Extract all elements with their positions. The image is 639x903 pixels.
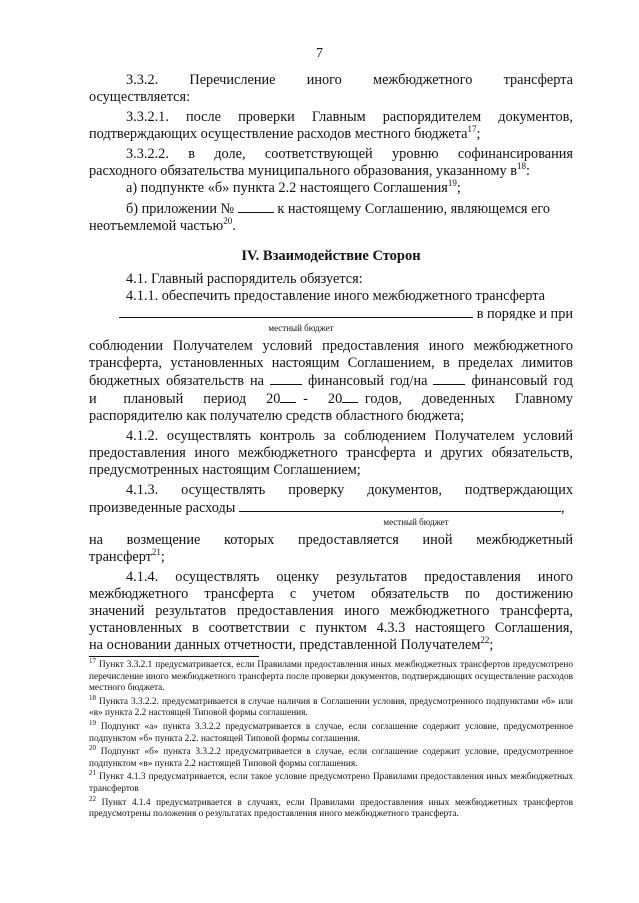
- footnote-ref: 17: [467, 124, 477, 134]
- subclause-b: [89, 200, 573, 235]
- text-fragment: трансферт: [89, 549, 152, 565]
- text-line: [89, 126, 573, 143]
- footnote-ref: 18: [516, 161, 526, 171]
- text-fragment: а) подпункте «б» пункта 2.2 настоящего Соглашения: [126, 180, 448, 196]
- text-line: трансферта, установленных настоящим Соглашением, в пределах лимитов: [89, 355, 573, 371]
- footnote-number: 21: [89, 769, 96, 778]
- text-fragment: ;: [160, 549, 165, 565]
- clause-4-1: 4.1. Главный распорядитель обязуется:: [126, 271, 363, 287]
- footnote-ref: 19: [447, 178, 457, 188]
- text-fragment: произведенные расходы: [89, 500, 236, 516]
- footnote-ref: 20: [223, 216, 233, 226]
- footnote: [89, 693, 573, 720]
- text-line: установленных в соответствии с пунктом 4.3.3 настоящего Соглашения,: [89, 620, 573, 636]
- footnote: [89, 794, 574, 821]
- footnote-text: Пункта 3.3.2.2. предусматривается в случае наличия в Соглашении условия, предусмотренного подпунктами «б» или «в» пункта 2.2 настоящей Типовой формы соглашения.: [89, 696, 573, 719]
- footnotes: [89, 657, 574, 823]
- text-fragment: - 20: [303, 391, 343, 407]
- text-fragment: финансовый год/на: [307, 373, 428, 389]
- footnote-text: Пункт 3.3.2.1 предусматривается, если Правилами предоставления иных межбюджетных трансфертов предусмотрено перечисление иного межбюджетного трансферта после проверки документов, подтверждающих осуществление расходов местного бюджета.: [89, 660, 573, 694]
- footnote-ref: 21: [151, 547, 161, 557]
- footnote-number: 19: [89, 718, 96, 727]
- text-line: предусмотренных настоящим Соглашением;: [89, 462, 361, 478]
- text-line: [89, 163, 573, 180]
- blank-hint: местный бюджет: [383, 517, 449, 527]
- fill-blank: [433, 372, 465, 385]
- text-line: 4.1.1. обеспечить предоставление иного межбюджетного трансферта: [126, 288, 545, 304]
- text-fragment: подтверждающих осуществление расходов местного бюджета: [89, 126, 468, 142]
- fill-blank: [342, 390, 358, 403]
- text-line: [89, 390, 573, 408]
- text-line: значений результатов предоставления иного межбюджетного трансферта,: [89, 603, 573, 619]
- text-fragment: ;: [456, 180, 461, 196]
- text-line: [89, 372, 573, 390]
- text-line: [89, 549, 573, 566]
- text-fragment: в порядке и при: [476, 306, 573, 322]
- text-fragment: и плановый период 20: [89, 391, 281, 407]
- text-fragment: ,: [560, 500, 565, 516]
- footnote-text: Подпункт «б» пункта 3.3.2.2 предусматривается в случае, если соглашение содержит условие, предусмотренное подпунктом «в» пункта 2.2 настоящей Типовой формы соглашения.: [89, 747, 574, 769]
- footnote-number: 20: [89, 744, 96, 753]
- text-fragment: годов, доведенных Главному: [364, 391, 574, 407]
- text-line: межбюджетного трансферта с учетом обязательств по достижению: [89, 586, 573, 602]
- fill-blank: [270, 372, 302, 385]
- text-fragment: .: [232, 218, 236, 234]
- text-line: [89, 499, 573, 517]
- text-fragment: бюджетных обязательств на: [89, 373, 264, 389]
- text-line: 3.3.2.1. после проверки Главным распорядителем документов,: [126, 109, 573, 125]
- footnote-ref: 22: [480, 635, 490, 645]
- section-heading: IV. Взаимодействие Сторон: [241, 248, 421, 264]
- text-fragment: к настоящему Соглашению, являющемся его: [277, 201, 551, 217]
- text-line: распорядителю как получателю средств областного бюджета;: [89, 408, 465, 424]
- text-line: на возмещение которых предоставляется иной межбюджетный: [89, 532, 573, 548]
- text-line: [89, 200, 573, 218]
- text-line: осуществляется:: [89, 89, 191, 105]
- fill-blank: [280, 390, 296, 403]
- text-fragment: :: [525, 163, 530, 179]
- clause-4-1-4: [89, 569, 573, 654]
- footnote-number: 22: [89, 794, 96, 803]
- clause-3-3-2-2: [89, 146, 573, 180]
- clause-4-1-2: [89, 428, 573, 479]
- blank-hint: местный бюджет: [268, 323, 334, 333]
- clause-4-1-1: [89, 288, 573, 425]
- text-fragment: ;: [489, 637, 494, 653]
- text-fragment: финансовый год: [471, 373, 574, 389]
- text-line: 3.3.2. Перечисление иного межбюджетного трансферта: [126, 72, 573, 88]
- footnote-number: 18: [89, 693, 96, 702]
- text-line: предоставления иного межбюджетного трансферта и других обязательств,: [89, 445, 573, 461]
- footnote: [89, 718, 573, 745]
- text-fragment: б) приложении №: [126, 201, 235, 217]
- clause-3-3-2-1: [89, 109, 573, 143]
- text-line: 4.1.4. осуществлять оценку результатов предоставления иного: [126, 569, 573, 585]
- footnote-number: 17: [89, 657, 96, 665]
- document-body: [89, 72, 573, 654]
- text-line: 4.1.3. осуществлять проверку документов, подтверждающих: [126, 482, 573, 498]
- text-line: 4.1.2. осуществлять контроль за соблюдением Получателем условий: [126, 428, 573, 444]
- footnote-text: Подпункт «а» пункта 3.3.2.2 предусматривается в случае, если соглашение содержит условие, предусмотренное подпунктом «б» пункта 2.2. настоящей Типовой формы соглашения.: [89, 721, 573, 744]
- fill-blank: [239, 499, 561, 512]
- text-line: 3.3.2.2. в доле, соответствующей уровню софинансирования: [126, 146, 573, 162]
- text-fragment: неотъемлемой частью: [89, 218, 224, 234]
- footnote: [89, 744, 574, 770]
- footnote-text: Пункт 4.1.4 предусматривается в случаях, если Правилами предоставления иных межбюджетных трансфертов предусмотрены положения о результатах предоставления иного межбюджетного трансферта.: [89, 797, 574, 820]
- text-line: [89, 305, 573, 323]
- text-fragment: расходного обязательства муниципального образования, указанному в: [89, 163, 517, 179]
- subclause-a: [89, 180, 573, 197]
- text-line: [89, 218, 573, 235]
- text-line: [89, 637, 573, 654]
- text-fragment: на основании данных отчетности, представленной Получателем: [89, 637, 481, 653]
- footnote-separator: [89, 656, 259, 657]
- page-number: 7: [316, 46, 323, 61]
- footnote: [89, 769, 573, 795]
- fill-blank: [238, 200, 274, 213]
- text-line: соблюдении Получателем условий предоставления иного межбюджетного: [89, 338, 573, 354]
- footnote-text: Пункт 4.1.3 предусматривается, если такое условие предусмотрено Правилами предоставления иных межбюджетных трансфертов: [89, 772, 573, 794]
- clause-4-1-3: [89, 482, 573, 566]
- footnote: [89, 657, 573, 695]
- fill-blank: [119, 305, 473, 318]
- text-fragment: ;: [476, 126, 481, 142]
- clause-3-3-2: [89, 72, 573, 106]
